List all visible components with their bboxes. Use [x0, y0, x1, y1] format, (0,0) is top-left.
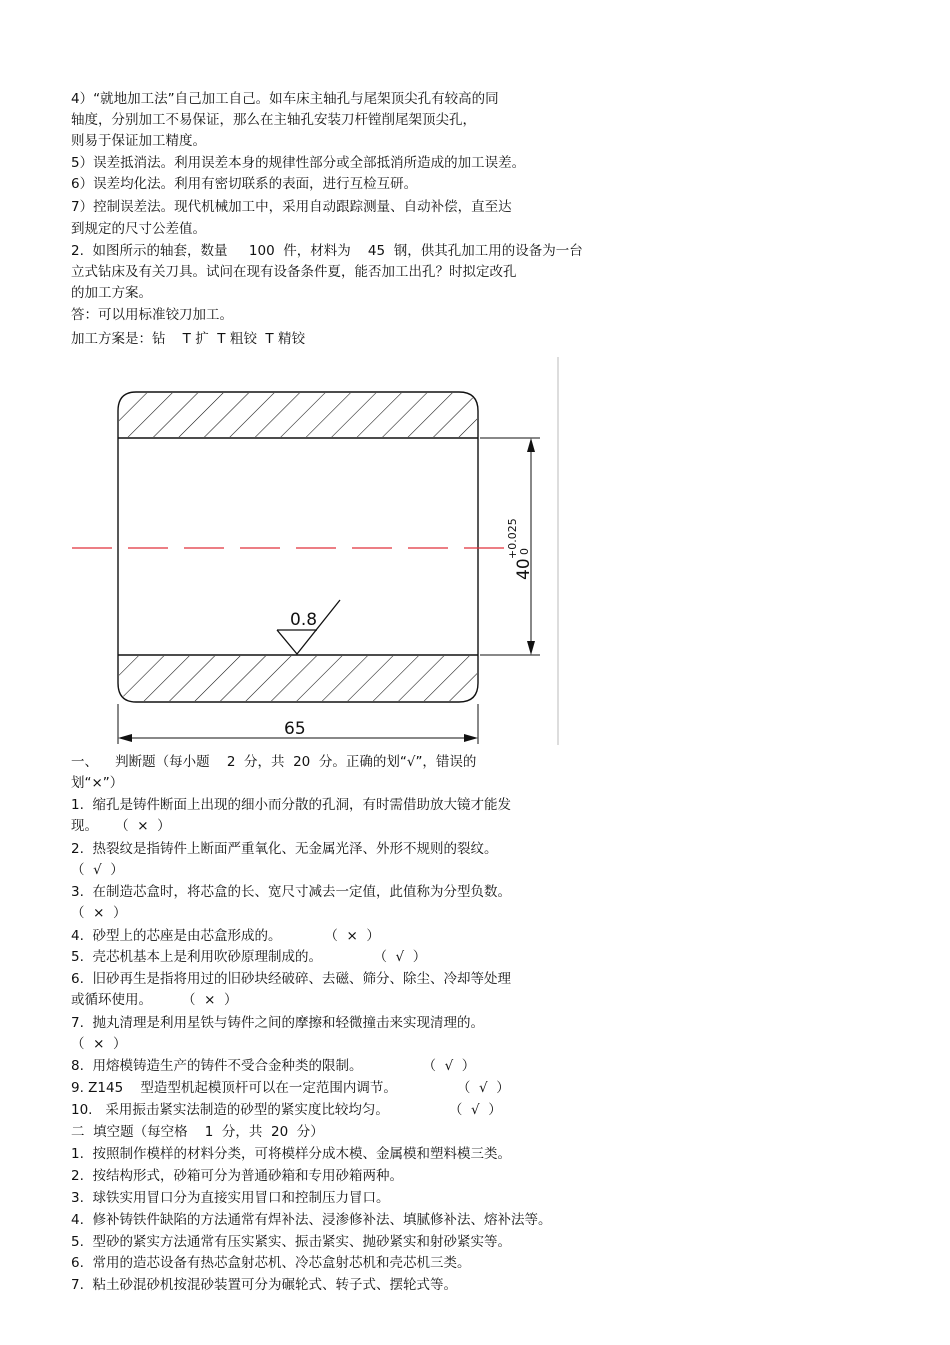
length-dimension [118, 704, 478, 744]
text-line: 6. 常用的造芯设备有热芯盒射芯机、冷芯盒射芯机和壳芯机三类。 [71, 1255, 471, 1271]
text-line: 或循环使用。 （ × ） [71, 992, 238, 1008]
hatch-top-section [119, 393, 477, 437]
text-line: 现。 （ × ） [71, 818, 171, 834]
diameter-value: 40 [514, 558, 534, 580]
text-line: 3. 球铁实用冒口分为直接实用冒口和控制压力冒口。 [71, 1190, 390, 1206]
tolerance-upper: +0.025 [506, 518, 519, 559]
text-line: 立式钻床及有关刀具。试问在现有设备条件夏，能否加工出孔？时拟定改孔 [71, 264, 517, 280]
text-line: 4. 砂型上的芯座是由芯盒形成的。 （ × ） [71, 928, 380, 944]
text-line: 到规定的尺寸公差值。 [71, 221, 206, 237]
text-line: 的加工方案。 [71, 285, 152, 301]
text-line: 6）误差均化法。利用有密切联系的表面，进行互检互研。 [71, 176, 418, 192]
text-line: 1. 按照制作模样的材料分类，可将模样分成木模、金属模和塑料模三类。 [71, 1146, 511, 1162]
text-line: 5. 壳芯机基本上是利用吹砂原理制成的。 （ √ ） [71, 949, 427, 965]
text-line: 8. 用熔模铸造生产的铸件不受合金种类的限制。 （ √ ） [71, 1058, 476, 1074]
length-value: 65 [284, 719, 306, 739]
text-line: 加工方案是：钻 T 扩 T 粗铰 T 精铰 [71, 331, 305, 347]
text-line: 7）控制误差法。现代机械加工中，采用自动跟踪测量、自动补偿，直至达 [71, 199, 512, 215]
text-line: 划“×”） [71, 775, 124, 791]
text-line: 答：可以用标准铰刀加工。 [71, 307, 233, 323]
text-line: 2. 热裂纹是指铸件上断面严重氧化、无金属光泽、外形不规则的裂纹。 [71, 841, 498, 857]
text-line: 9. Z145 型造型机起模顶杆可以在一定范围内调节。 （ √ ） [71, 1080, 510, 1096]
text-line: 一、 判断题（每小题 2 分，共 20 分。正确的划“√”，错误的 [71, 754, 477, 770]
text-line: （ √ ） [71, 862, 124, 878]
text-line: 3. 在制造芯盒时，将芯盒的长、宽尺寸减去一定值，此值称为分型负数。 [71, 884, 511, 900]
text-line: 2. 按结构形式，砂箱可分为普通砂箱和专用砂箱两种。 [71, 1168, 403, 1184]
text-line: 4）“就地加工法”自己加工自己。如车床主轴孔与尾架顶尖孔有较高的同 [71, 91, 499, 107]
text-line: （ × ） [71, 1036, 127, 1052]
text-line: 1. 缩孔是铸件断面上出现的细小而分散的孔洞，有时需借助放大镜才能发 [71, 797, 511, 813]
text-line: 10. 采用振击紧实法制造的砂型的紧实度比较均匀。 （ √ ） [71, 1102, 502, 1118]
text-line: 7. 粘土砂混砂机按混砂装置可分为碾轮式、转子式、摆轮式等。 [71, 1277, 457, 1293]
hatch-bottom-section [119, 656, 477, 701]
text-line: 2. 如图所示的轴套，数量 100 件，材料为 45 钢，供其孔加工用的设备为一台 [71, 243, 583, 259]
roughness-value: 0.8 [290, 610, 318, 630]
text-line: 5. 型砂的紧实方法通常有压实紧实、振击紧实、抛砂紧实和射砂紧实等。 [71, 1234, 511, 1250]
bushing-drawing [60, 352, 570, 752]
text-line: 7. 抛丸清理是利用星铁与铸件之间的摩擦和轻微撞击来实现清理的。 [71, 1015, 484, 1031]
text-line: 4. 修补铸铁件缺陷的方法通常有焊补法、浸渗修补法、填腻修补法、熔补法等。 [71, 1212, 552, 1228]
text-line: （ × ） [71, 905, 127, 921]
text-line: 则易于保证加工精度。 [71, 133, 206, 149]
roughness-symbol [277, 600, 340, 654]
text-line: 轴度，分别加工不易保证，那么在主轴孔安装刀杆镗削尾架顶尖孔， [71, 112, 476, 128]
text-line: 5）误差抵消法。利用误差本身的规律性部分或全部抵消所造成的加工误差。 [71, 155, 526, 171]
tolerance-lower: 0 [518, 548, 531, 555]
text-line: 6. 旧砂再生是指将用过的旧砂块经破碎、去磁、筛分、除尘、冷却等处理 [71, 971, 511, 987]
text-line: 二 填空题（每空格 1 分，共 20 分） [71, 1124, 324, 1140]
diameter-dimension [480, 438, 540, 655]
